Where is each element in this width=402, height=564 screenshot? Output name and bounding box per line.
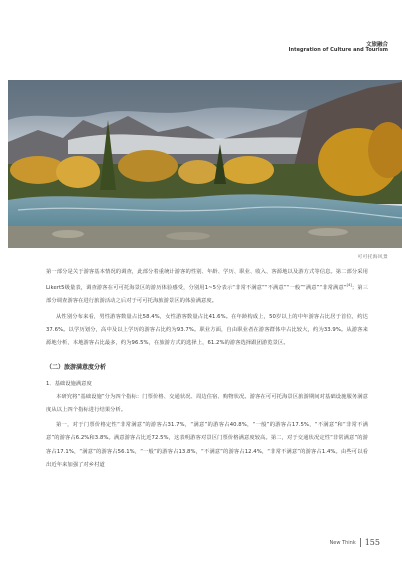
subsection-heading: 1．基础设施满意度 (46, 380, 92, 387)
reference-mark: [4] (346, 283, 352, 288)
paragraph-1 (46, 266, 368, 309)
footer-divider (360, 538, 361, 547)
paragraph-1-tail: ；第三部分调查游客在进行旅游活动之后对于可可托海旅游景区的体验满意度。 (46, 285, 369, 305)
section-heading: （二）旅游满意度分析 (46, 363, 107, 371)
page-number: 155 (364, 538, 380, 547)
paragraph-2: 从性别分布来看，男性游客数量占比58.4%，女性游客数量占比41.6%。在年龄构成上，50岁以上的中年游客占比居于首位，约达37.6%。以学历划分，高中及以上学历的游客占比约为93.7%。职业方面，自由职业者在游客群体中占比较大，约为33.9%。从游客来源地分析，本地游客占比最多，约为96.5%，在旅游方式的选择上，61.2%的游客选择跟团游览景区。 (46, 313, 368, 347)
section-title-cn: 文旅融合 (365, 42, 388, 48)
page-footer (330, 538, 380, 547)
paragraph-3: 本研究将“基础设施”分为四个指标：门票价格、交通状况、周边住宿、购物状况。游客在可可托海景区旅游期间对基础设施服务满意度从以上四个指标进行结果分析。 (46, 393, 368, 413)
photo-caption: 可可托海风景 (357, 255, 388, 260)
paragraph-4: 第一，对于门票价格定性“非常满意”的游客占31.7%，“满意”的游客占40.8%，“一般”的游客占17.5%，“不满意”和“非常不满意”的游客占6.2%和3.8%。满意游客占比近72.5%，这表明游客对景区门票价格满意度较高。第二，对于交通状况定性“非常满意”的游客占17.1%，“满意”的游客占56.1%，“一般”的游客占13.8%，“不满意”的游客占12.4%，“非常不满意”的游客占1.4%。由些可以看出近年来加强了对乡村道 (46, 422, 368, 469)
paragraph-1-text: 第一部分是关于游客基本情况的调查，此部分着重统计游客的性别、年龄、学历、职业、收入、客源地以及游方式等信息。第二部分采用Likert5级量表，调查游客在可可托海景区的游历体验感受，分别用1~5分表示“非常不满意”“不满意”“一般”“满意”“非常满意” (46, 269, 368, 292)
magazine-name: New Think (329, 539, 356, 546)
article-body (46, 266, 368, 472)
section-header (289, 42, 388, 54)
landscape-photo (8, 80, 402, 248)
section-title-en: Integration of Culture and Tourism (288, 47, 388, 54)
